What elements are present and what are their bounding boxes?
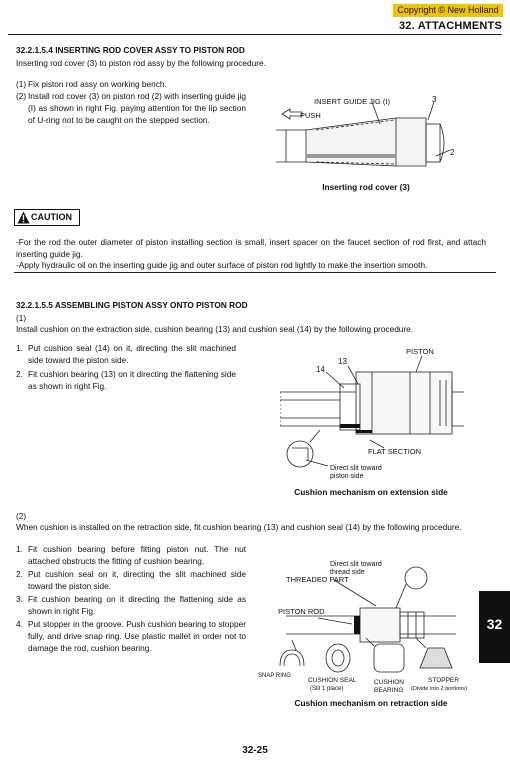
list-item-number: 2. xyxy=(16,569,23,579)
caution-text-1: -For the rod the outer diameter of piston installing section is small, insert spacer on the faucet section of rod first, and attach inserting guide jig. xyxy=(16,237,486,259)
label-part-3: 3 xyxy=(432,95,437,104)
figure-caption-rod-cover: Inserting rod cover (3) xyxy=(322,182,410,192)
label-slit-thread-2: thread side xyxy=(330,569,365,576)
subsection-intro-1: Install cushion on the extraction side, cushion bearing (13) and cushion seal (14) by the following procedure. xyxy=(16,324,414,334)
label-piston: PISTON xyxy=(406,347,434,356)
list-item-text: Put cushion seal (14) on it, directing the slit machined side toward the piston side. xyxy=(28,343,236,365)
header-rule xyxy=(8,34,502,35)
list-item-number: 1. xyxy=(16,343,23,353)
page-number: 32-25 xyxy=(242,745,268,756)
list-item-text: Fit cushion bearing on it directing the flattening side as shown in right Fig. xyxy=(28,594,246,616)
label-cushion-seal-slit: (Slit 1 place) xyxy=(310,686,344,692)
list-item-number: (2) xyxy=(16,91,27,101)
list-item-text: Put cushion seal on it, directing the slit machined side toward the piston side. xyxy=(28,569,246,591)
list-item-number: 4. xyxy=(16,619,23,629)
list-item-number: 3. xyxy=(16,594,23,604)
figure-caption-extension: Cushion mechanism on extension side xyxy=(294,487,448,497)
list-item-text: Fit cushion bearing before fitting piston nut. The nut attached obstructs the fitting of cushion bearing. xyxy=(28,544,246,566)
list-item-text: Fix piston rod assy on working bench. xyxy=(28,79,167,89)
subsection-number-2: (2) xyxy=(16,511,27,521)
figure-cushion-extension xyxy=(280,344,464,484)
list-item-text: Install rod cover (3) on piston rod (2) with inserting guide jig (I) as shown in right Fig. paying attention for the lip section of U-ring not to be caught on the stepped section. xyxy=(28,91,246,125)
label-push: PUSH xyxy=(300,111,321,120)
label-threaded-part: THREADED PART xyxy=(286,575,349,584)
chapter-side-tab: 32 xyxy=(479,591,510,663)
subsection-intro-2: When cushion is installed on the retraction side, fit cushion bearing (13) and cushion seal (14) by the following procedure. xyxy=(16,522,462,532)
label-flat-section: FLAT SECTION xyxy=(368,447,422,456)
figure-cushion-retraction xyxy=(256,556,478,696)
section-heading-rod-cover: 32.2.1.5.4 INSERTING ROD COVER ASSY TO PISTON ROD xyxy=(16,45,245,55)
list-item-text: Fit cushion bearing (13) on it directing the flattening side as shown in right Fig. xyxy=(28,369,236,391)
label-slit-piston-1: Direct slit toward xyxy=(330,465,382,472)
label-part-13: 13 xyxy=(338,357,347,366)
label-stopper-divide: (Divide into 2 portions) xyxy=(411,686,467,692)
section-intro-rod-cover: Inserting rod cover (3) to piston rod assy by the following procedure. xyxy=(16,58,266,68)
label-insert-guide-jig: INSERT GUIDE JIG (I) xyxy=(314,97,390,106)
label-part-14: 14 xyxy=(316,365,325,374)
list-item-number: 1. xyxy=(16,544,23,554)
caution-label: CAUTION xyxy=(31,212,72,222)
label-cushion-seal: CUSHION SEAL xyxy=(308,677,357,684)
list-item-number: 2. xyxy=(16,369,23,379)
list-item-text: Put stopper in the groove. Push cushion bearing to stopper fully, and drive snap ring. Use plastic mallet in order not to damage the rod, cushion bearing. xyxy=(28,619,246,653)
list-item-number: (1) xyxy=(16,79,27,89)
label-stopper: STOPPER xyxy=(428,677,459,684)
copyright-badge: Copyright © New Holland xyxy=(393,4,503,17)
label-snap-ring: SNAP RING xyxy=(258,673,291,679)
label-part-2: 2 xyxy=(450,148,455,157)
figure-caption-retraction: Cushion mechanism on retraction side xyxy=(294,698,448,708)
caution-text-2: -Apply hydraulic oil on the inserting guide jig and outer surface of piston rod lightly to make the insertion smooth. xyxy=(16,260,428,270)
caution-rule xyxy=(14,272,496,273)
label-cushion-bearing-2: BEARING xyxy=(374,687,404,694)
subsection-number-1: (1) xyxy=(16,313,27,323)
figure-inserting-rod-cover xyxy=(276,88,456,186)
label-piston-rod: PISTON ROD xyxy=(278,607,325,616)
caution-box xyxy=(14,209,80,226)
label-slit-piston-2: piston side xyxy=(330,473,364,480)
label-slit-thread-1: Direct slit toward xyxy=(330,561,382,568)
warning-triangle-icon xyxy=(17,211,30,224)
label-cushion-bearing-1: CUSHION xyxy=(374,679,404,686)
chapter-title: 32. ATTACHMENTS xyxy=(398,20,502,32)
section-heading-piston-assy: 32.2.1.5.5 ASSEMBLING PISTON ASSY ONTO PISTON ROD xyxy=(16,300,248,310)
